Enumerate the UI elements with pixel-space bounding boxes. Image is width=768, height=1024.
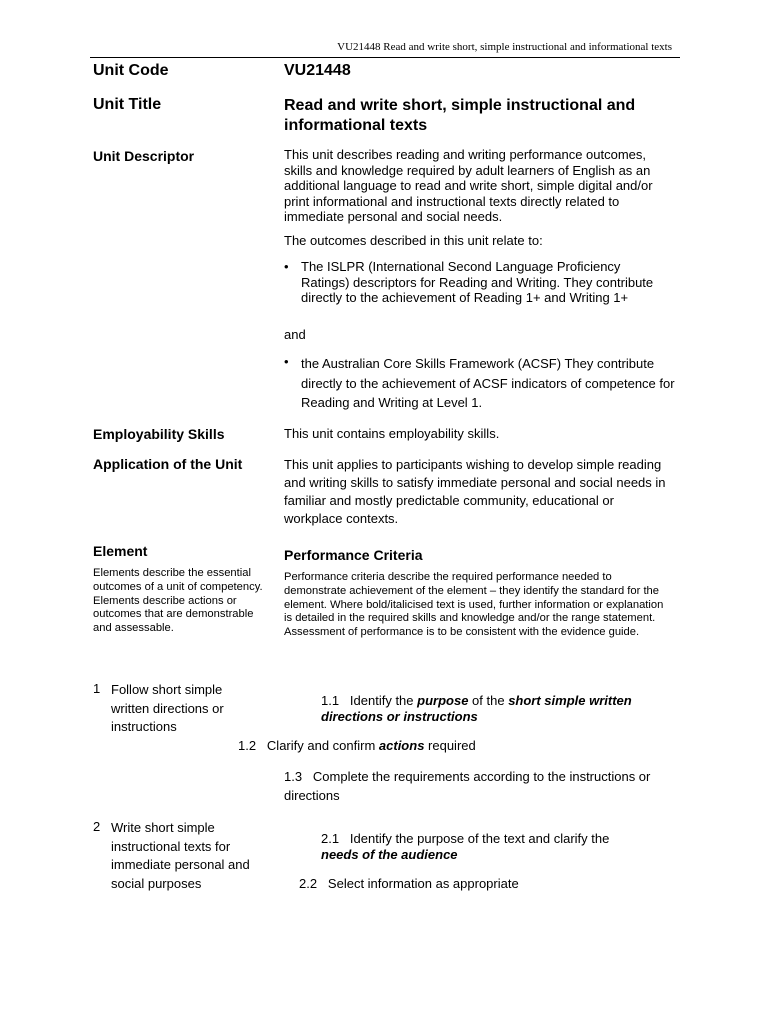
descriptor-bullet-2: the Australian Core Skills Framework (ACSF) They contribute directly to the achievement of ACSF indicators of competence for Reading and Writing at Level 1. bbox=[301, 356, 675, 410]
unit-code-value: VU21448 bbox=[284, 62, 351, 79]
element-text: Write short simple instructional texts for immediate personal and social purposes bbox=[111, 820, 250, 891]
performance-criteria-description: Performance criteria describe the required performance needed to demonstrate achievement of the element – they identify the standard for the element. Where bold/italicised text is used, further information or explanation is detailed in the required skills and knowledge and/or the range statement. Assessment of performance is to be consistent with the evidence guide. bbox=[284, 571, 664, 639]
employability-text: This unit contains employability skills. bbox=[284, 426, 500, 441]
application-label: Application of the Unit bbox=[93, 456, 243, 472]
criterion-1-2: 1.2 Clarify and confirm actions required bbox=[238, 738, 476, 753]
unit-code-label: Unit Code bbox=[93, 62, 169, 79]
bullet-icon: • bbox=[284, 259, 289, 274]
employability-label: Employability Skills bbox=[93, 426, 225, 442]
application-text: This unit applies to participants wishing to develop simple reading and writing skills to satisfy immediate personal and social needs in familiar and mostly predictable community, educational or workplace contexts. bbox=[284, 457, 666, 526]
element-number: 1 bbox=[93, 681, 101, 696]
unit-title-label: Unit Title bbox=[93, 96, 162, 113]
header-rule bbox=[90, 57, 680, 58]
unit-descriptor-para1: This unit describes reading and writing performance outcomes, skills and knowledge required by adult learners of English as an additional language to read and write short, simple digital and/or print informational and instructional texts directly related to immediate personal and social needs. bbox=[284, 147, 653, 224]
descriptor-and: and bbox=[284, 327, 306, 342]
unit-descriptor-label: Unit Descriptor bbox=[93, 148, 195, 164]
criterion-1-3: 1.3 Complete the requirements according to the instructions or directions bbox=[284, 769, 651, 803]
criterion-2-2: 2.2 Select information as appropriate bbox=[299, 876, 519, 891]
element-heading: Element bbox=[93, 543, 148, 559]
bullet-icon: • bbox=[284, 354, 289, 369]
running-header: VU21448 Read and write short, simple instructional and informational texts bbox=[337, 41, 672, 53]
element-text: Follow short simple written directions or instructions bbox=[111, 682, 224, 734]
performance-criteria-heading: Performance Criteria bbox=[284, 547, 423, 563]
criterion-2-1: 2.1 Identify the purpose of the text and clarify the needs of the audience bbox=[321, 831, 610, 862]
element-description: Elements describe the essential outcomes of a unit of competency. Elements describe actions or outcomes that are demonstrable and assessable. bbox=[93, 567, 263, 635]
unit-title-value: Read and write short, simple instructional and informational texts bbox=[284, 97, 636, 134]
descriptor-bullet-1: The ISLPR (International Second Language Proficiency Ratings) descriptors for Reading and Writing. They contribute directly to the achievement of Reading 1+ and Writing 1+ bbox=[301, 259, 654, 305]
element-number: 2 bbox=[93, 819, 101, 834]
unit-descriptor-para2: The outcomes described in this unit relate to: bbox=[284, 233, 543, 248]
criterion-1-1: 1.1 Identify the purpose of the short simple written directions or instructions bbox=[321, 693, 632, 724]
